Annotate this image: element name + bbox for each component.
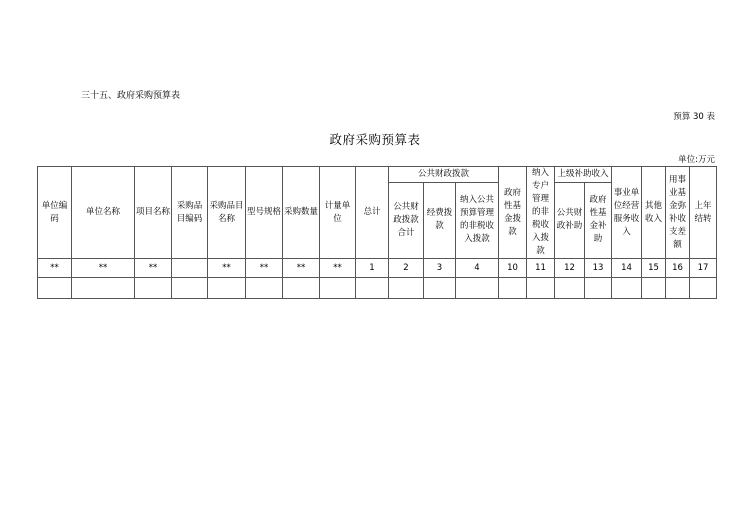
table-cell: 14 — [612, 259, 642, 278]
table-cell — [283, 278, 320, 299]
table-cell: 1 — [356, 259, 389, 278]
col-special-nontax: 纳入专户管理的非税收入拨款 — [527, 167, 555, 259]
form-number: 预算 30 表 — [673, 112, 715, 122]
table-cell: 2 — [389, 259, 424, 278]
table-cell: ** — [246, 259, 283, 278]
col-sup-public: 公共财政补助 — [555, 182, 585, 258]
col-operating-income: 事业单位经营服务收入 — [612, 167, 642, 259]
table-cell — [246, 278, 283, 299]
col-model-spec: 型号规格 — [246, 167, 283, 259]
col-proc-qty: 采购数量 — [283, 167, 320, 259]
table-cell — [612, 278, 642, 299]
col-project-name: 项目名称 — [135, 167, 172, 259]
table-cell: 17 — [690, 259, 717, 278]
col-carryover: 上年结转 — [690, 167, 717, 259]
table-cell — [499, 278, 527, 299]
table-cell — [172, 278, 208, 299]
table-cell: ** — [135, 259, 172, 278]
procurement-budget-table — [37, 166, 717, 299]
table-cell — [208, 278, 246, 299]
table-title: 政府采购预算表 — [329, 132, 421, 147]
column-number-row — [38, 259, 717, 278]
table-cell: 3 — [424, 259, 456, 278]
table-cell: 13 — [585, 259, 612, 278]
col-pf-total: 公共财政拨款合计 — [389, 182, 424, 258]
table-row-empty — [38, 278, 717, 299]
table-cell — [555, 278, 585, 299]
table-cell: ** — [320, 259, 356, 278]
group-public-finance: 公共财政拨款 — [389, 167, 499, 183]
table-cell: 15 — [642, 259, 666, 278]
table-cell — [135, 278, 172, 299]
col-other-income: 其他收入 — [642, 167, 666, 259]
col-unit-name: 单位名称 — [72, 167, 135, 259]
table-cell — [690, 278, 717, 299]
table-cell: ** — [208, 259, 246, 278]
section-title: 三十五、政府采购预算表 — [81, 91, 181, 101]
table-cell: 4 — [456, 259, 499, 278]
table-cell: ** — [283, 259, 320, 278]
table-cell — [424, 278, 456, 299]
table-cell — [456, 278, 499, 299]
table-cell — [72, 278, 135, 299]
table-cell: ** — [72, 259, 135, 278]
table-cell — [527, 278, 555, 299]
unit-label: 单位:万元 — [678, 155, 715, 165]
col-sup-govfund: 政府性基金补助 — [585, 182, 612, 258]
col-pf-nontax: 纳入公共预算管理的非税收入拨款 — [456, 182, 499, 258]
table-cell: 12 — [555, 259, 585, 278]
col-gov-fund: 政府性基金拨款 — [499, 167, 527, 259]
table-cell: ** — [38, 259, 72, 278]
table-cell: 16 — [666, 259, 690, 278]
table-cell — [356, 278, 389, 299]
header-row-1 — [38, 167, 717, 183]
col-fund-offset: 用事业基金弥补收支差额 — [666, 167, 690, 259]
table-cell — [642, 278, 666, 299]
col-unit-code: 单位编码 — [38, 167, 72, 259]
group-superior-subsidy: 上级补助收入 — [555, 167, 612, 183]
table-cell — [666, 278, 690, 299]
col-proc-item-code: 采购品目编码 — [172, 167, 208, 259]
table-cell — [172, 259, 208, 278]
table-cell: 11 — [527, 259, 555, 278]
table-cell — [38, 278, 72, 299]
col-measure-unit: 计量单位 — [320, 167, 356, 259]
table-cell — [320, 278, 356, 299]
table-cell — [585, 278, 612, 299]
table-cell — [389, 278, 424, 299]
table-cell: 10 — [499, 259, 527, 278]
col-proc-item-name: 采购品目名称 — [208, 167, 246, 259]
col-total: 总计 — [356, 167, 389, 259]
col-pf-funds: 经费拨款 — [424, 182, 456, 258]
